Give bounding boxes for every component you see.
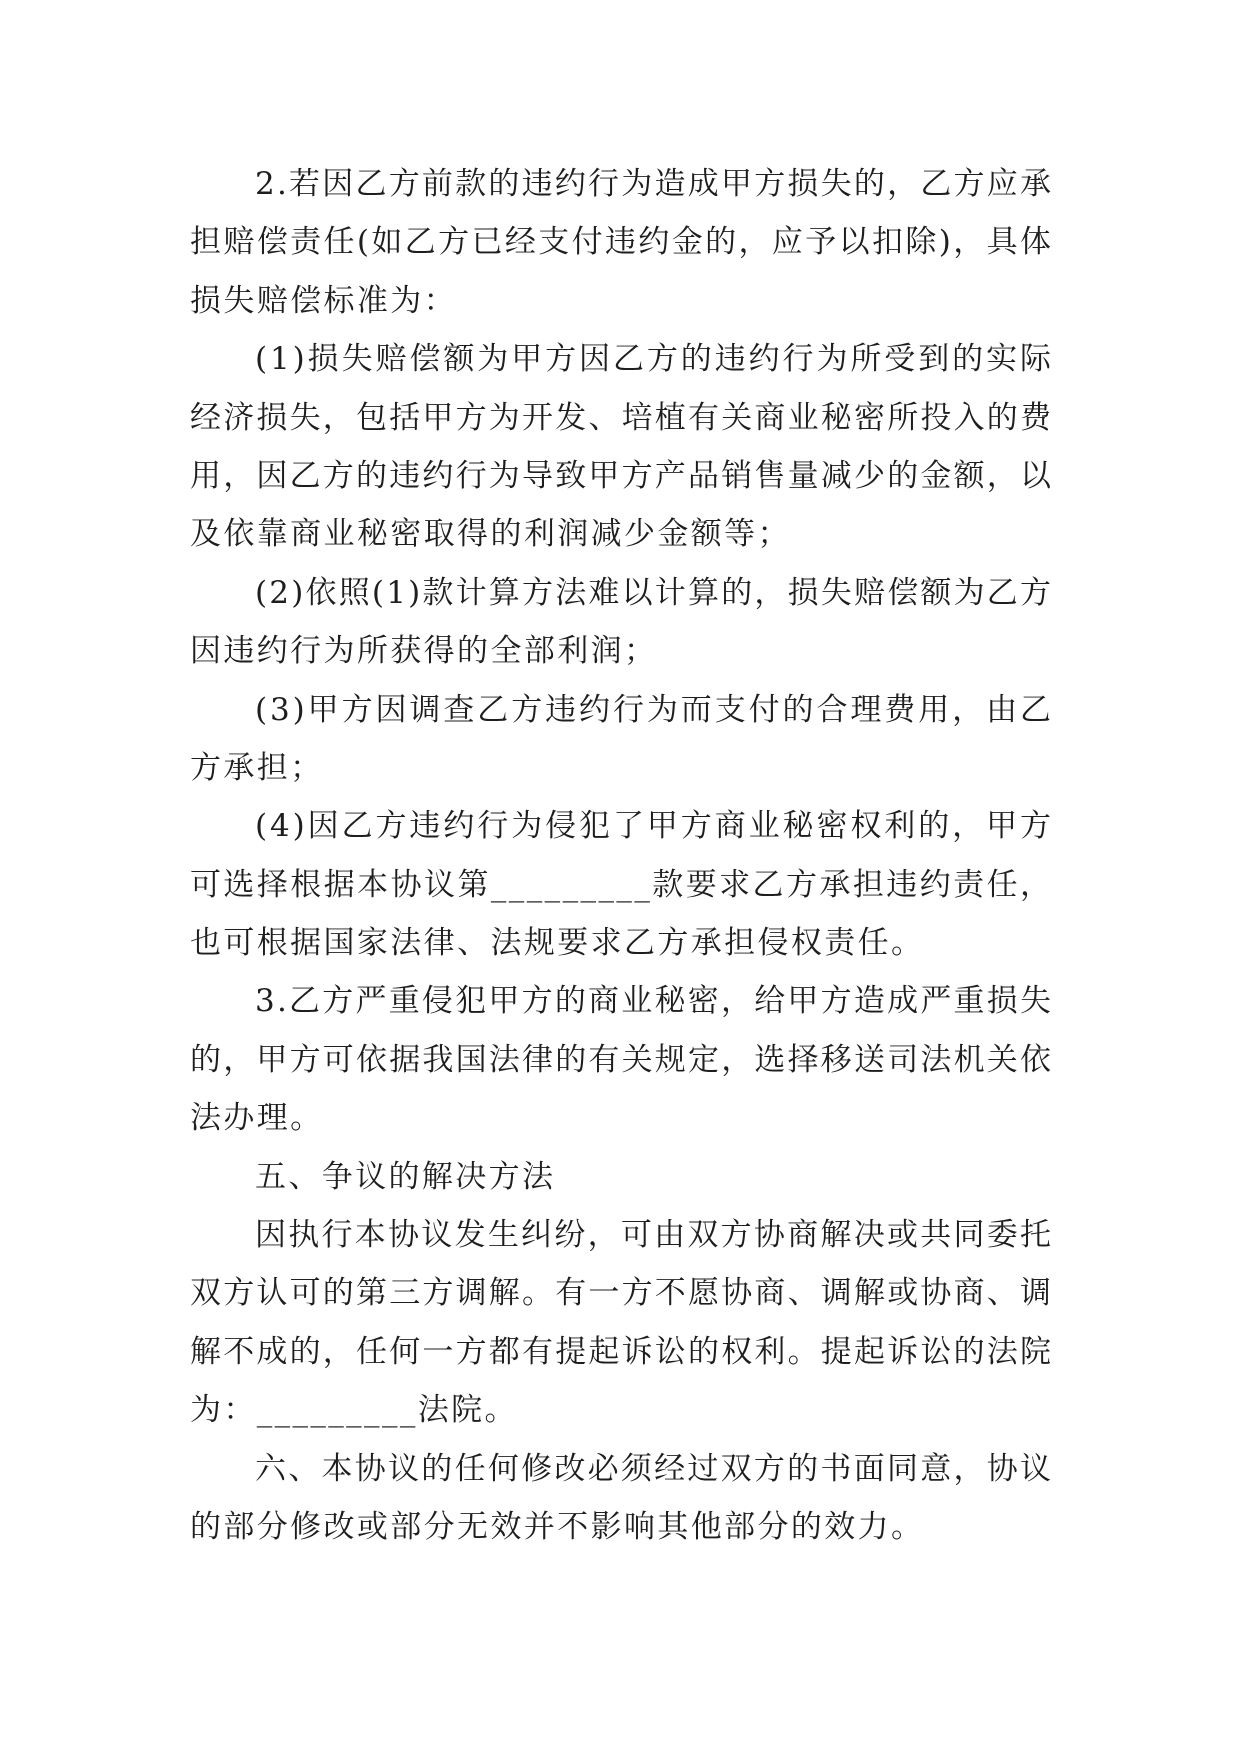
document-body [190, 155, 1054, 1556]
item-2-paragraph [190, 564, 1054, 681]
line-text: 也可根据国家法律、法规要求乙方承担侵权责任。 [190, 925, 925, 962]
text-line [190, 1148, 1051, 1206]
line-text: 为：_________法院。 [190, 1392, 518, 1429]
item-3-paragraph [190, 681, 1054, 798]
section-5-body [190, 1206, 1054, 1440]
line-text: (1)损失赔偿额为甲方因乙方的违约行为所受到的实际 [255, 341, 1054, 378]
text-line [190, 155, 1054, 213]
line-text: 2.若因乙方前款的违约行为造成甲方损失的，乙方应承 [255, 166, 1054, 202]
text-line [190, 914, 1051, 972]
line-text: (3)甲方因调查乙方违约行为而支付的合理费用，由乙 [255, 691, 1054, 728]
line-text: (2)依照(1)款计算方法难以计算的，损失赔偿额为乙方 [255, 574, 1054, 611]
clause-3-paragraph [190, 972, 1054, 1147]
item-1-paragraph [190, 330, 1054, 564]
line-text: 解不成的，任何一方都有提起诉讼的权利。提起诉讼的法院 [190, 1333, 1054, 1370]
text-line [190, 1498, 1051, 1556]
line-text: 的部分修改或部分无效并不影响其他部分的效力。 [190, 1508, 925, 1545]
text-line [190, 681, 1054, 739]
line-text: 及依靠商业秘密取得的利润减少金额等； [190, 516, 791, 553]
section-5-heading [190, 1148, 1051, 1206]
text-line [190, 1381, 1051, 1439]
line-text: (4)因乙方违约行为侵犯了甲方商业秘密权利的，甲方 [255, 808, 1054, 845]
text-line [190, 856, 1054, 914]
line-text: 损失赔偿标准为： [190, 282, 458, 319]
line-text: 双方认可的第三方调解。有一方不愿协商、调解或协商、调 [190, 1275, 1054, 1312]
line-text: 因违约行为所获得的全部利润； [190, 633, 658, 670]
text-line [190, 1031, 1054, 1089]
text-line [190, 564, 1054, 622]
text-line [190, 213, 1054, 271]
section-6-paragraph [190, 1440, 1054, 1557]
line-text: 用，因乙方的违约行为导致甲方产品销售量减少的金额，以 [190, 457, 1054, 494]
text-line [190, 505, 1051, 563]
line-text: 可选择根据本协议第_________款要求乙方承担违约责任， [190, 866, 1054, 903]
text-line [190, 330, 1054, 388]
line-text: 五、争议的解决方法 [255, 1158, 556, 1195]
line-text: 方承担； [190, 749, 324, 786]
text-line [190, 1089, 1051, 1147]
line-text: 的，甲方可依据我国法律的有关规定，选择移送司法机关依 [190, 1041, 1054, 1078]
line-text: 3.乙方严重侵犯甲方的商业秘密，给甲方造成严重损失 [255, 983, 1054, 1020]
text-line [190, 1323, 1054, 1381]
line-text: 法办理。 [190, 1100, 324, 1137]
clause-2-paragraph [190, 155, 1054, 330]
text-line [190, 797, 1054, 855]
text-line [190, 972, 1054, 1030]
text-line [190, 447, 1054, 505]
text-line [190, 1206, 1054, 1264]
line-text: 因执行本协议发生纠纷，可由双方协商解决或共同委托 [255, 1217, 1054, 1254]
text-line [190, 1264, 1054, 1322]
item-4-paragraph [190, 797, 1054, 972]
text-line [190, 622, 1051, 680]
line-text: 经济损失，包括甲方为开发、培植有关商业秘密所投入的费 [190, 399, 1054, 436]
line-text: 担赔偿责任(如乙方已经支付违约金的，应予以扣除)，具体 [190, 224, 1054, 261]
text-line [190, 272, 1051, 330]
line-text: 六、本协议的任何修改必须经过双方的书面同意，协议 [255, 1450, 1054, 1487]
text-line [190, 739, 1051, 797]
text-line [190, 389, 1054, 447]
text-line [190, 1440, 1054, 1498]
